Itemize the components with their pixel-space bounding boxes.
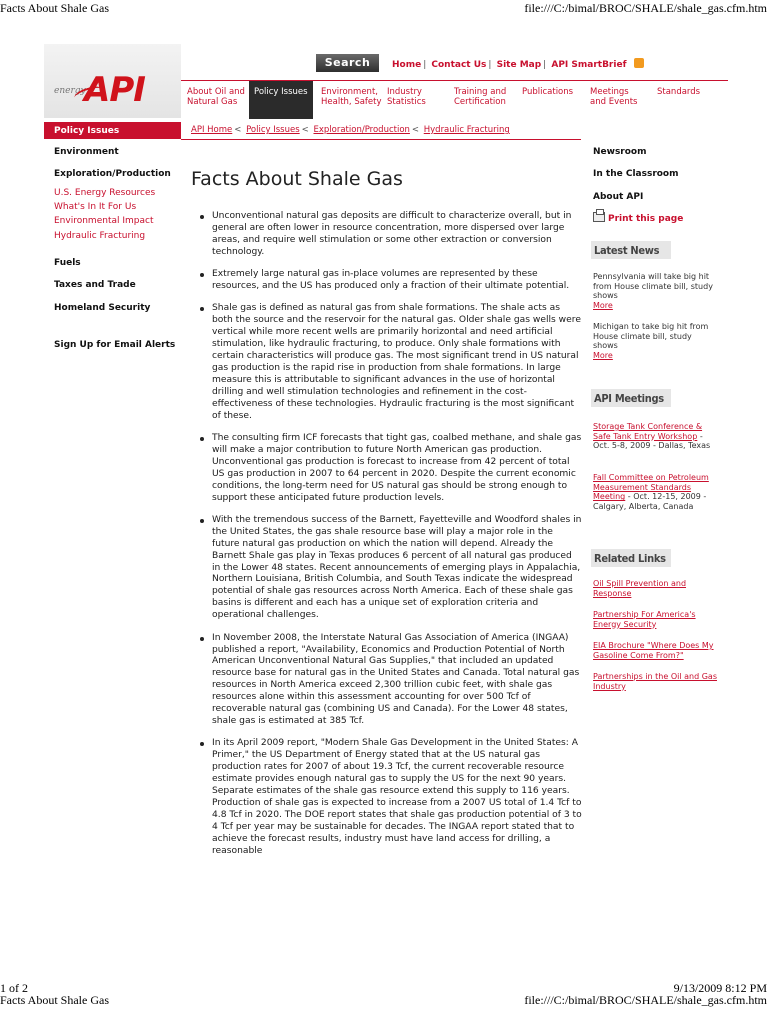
home-link[interactable]: Home	[392, 60, 422, 70]
api-logo[interactable]	[44, 44, 181, 118]
list-item: The consulting firm ICF forecasts that tight gas, coalbed methane, and shale gas will make a major contribution to future North American gas production. Unconventional gas production is forecast to increase from 42 percent of total US gas production in 2007 to 64 percent in 2020. Despite the current economic conditions, the long-term need for US natural gas should be strong enough to support these anticipated future production levels.	[212, 433, 582, 504]
facts-list	[212, 211, 582, 868]
sidebar-item-hydraulic-fracturing[interactable]: Hydraulic Fracturing	[54, 231, 146, 241]
printer-icon	[593, 212, 605, 222]
page-title: Facts About Shale Gas	[191, 168, 403, 190]
breadcrumb-hydraulic-fracturing[interactable]: Hydraulic Fracturing	[423, 125, 510, 135]
print-header-title: Facts About Shale Gas	[0, 1, 109, 15]
email-alerts-link[interactable]: Sign Up for Email Alerts	[54, 340, 176, 350]
about-api-link[interactable]: About API	[593, 192, 644, 202]
related-link[interactable]: EIA Brochure "Where Does My Gasoline Come From?"	[593, 641, 714, 660]
breadcrumb-policy-issues[interactable]: Policy Issues	[246, 125, 300, 135]
nav-standards[interactable]: Standards	[657, 87, 701, 97]
meeting-link[interactable]: Fall Committee on Petroleum Measurement Standards Meeting	[593, 473, 709, 502]
main-nav	[181, 80, 728, 118]
news-item: Pennsylvania will take big hit from House climate bill, study shows More	[593, 272, 718, 310]
sidebar-item-taxes-trade[interactable]: Taxes and Trade	[54, 280, 136, 290]
rss-icon[interactable]	[634, 58, 644, 68]
logo-energy-text: energy	[54, 86, 86, 96]
list-item: Shale gas is defined as natural gas from shale formations. The shale acts as both the source and the reservoir for the natural gas. Older shale gas wells were vertical while more recent wells are primarily horizontal and need artificial stimulation, like hydraulic fracturing, to produce. Only shale formations with certain characteristics will produce gas. The most significant trend in US natural gas production is the rapid rise in production from shale formations. In large measure this is attributable to significant advances in the use of horizontal drilling and well stimulation technologies and refinement in the cost-effectiveness of these technologies. Hydraulic fracturing is the most significant of these.	[212, 303, 582, 422]
nav-policy-issues[interactable]: Policy Issues	[249, 81, 313, 119]
nav-meetings[interactable]: Meetings and Events	[590, 87, 638, 107]
news-more-link[interactable]: More	[593, 300, 613, 310]
related-links-heading: Related Links	[591, 549, 671, 567]
classroom-link[interactable]: In the Classroom	[593, 169, 679, 179]
sidebar-item-whats-in-it[interactable]: What's In It For Us	[54, 202, 137, 212]
related-link-item	[593, 672, 718, 691]
bullet-icon	[200, 519, 204, 523]
breadcrumb-divider	[181, 139, 581, 140]
sidebar-item-environment[interactable]: Environment	[54, 147, 119, 157]
print-footer	[0, 981, 768, 1021]
print-header	[0, 1, 768, 17]
sidebar-item-energy-resources[interactable]: U.S. Energy Resources	[54, 188, 156, 198]
top-links: Home | Contact Us | Site Map | API SmartBrief	[392, 58, 644, 70]
sidebar-item-exploration[interactable]: Exploration/Production	[54, 169, 171, 179]
bullet-icon	[200, 437, 204, 441]
list-item: In its April 2009 report, "Modern Shale Gas Development in the United States: A Primer," the US Department of Energy stated that at the US natural gas production rates for 2007 of about 19.3 Tcf, the current recoverable resource estimate provides enough natural gas to supply the US for the next 90 years. Separate estimates of the shale gas resource extend this supply to 116 years. Production of shale gas is expected to increase from a 2007 US total of 1.4 Tcf to 4.8 Tcf in 2020. The DOE report states that shale gas production potential of 3 to 4 Tcf per year may be sustainable for decades. The INGAA report stated that to achieve the forecast results, industry must have land access for drilling, a reasonable	[212, 738, 582, 857]
list-item: In November 2008, the Interstate Natural Gas Association of America (INGAA) published a report, "Availability, Economics and Production Potential of North American Unconventional Natural Gas Supplies," that included an updated resource base for natural gas in the United States and Canada. Total natural gas resources in North America exceed 2,300 trillion cubic feet, with shale gas resources alone within this assessment accounting for over 500 Tcf of recoverable natural gas (combining US and Canada). For the Lower 48 states, shale gas is estimated at 385 Tcf.	[212, 633, 582, 728]
related-link[interactable]: Partnerships in the Oil and Gas Industry	[593, 672, 717, 691]
print-header-url: file:///C:/bimal/BROC/SHALE/shale_gas.cfm.htm	[524, 1, 767, 15]
sidebar-item-environmental-impact[interactable]: Environmental Impact	[54, 216, 154, 226]
nav-training[interactable]: Training and Certification	[454, 87, 507, 107]
logo-api-text: API	[84, 70, 145, 110]
news-more-link[interactable]: More	[593, 350, 613, 360]
meeting-item: Storage Tank Conference & Safe Tank Entry Workshop - Oct. 5-8, 2009 - Dallas, Texas	[593, 422, 711, 451]
sidebar-item-fuels[interactable]: Fuels	[54, 258, 81, 268]
latest-news-heading: Latest News	[591, 241, 671, 259]
breadcrumb: API Home < Policy Issues < Exploration/Production < Hydraulic Fracturing	[191, 125, 510, 135]
list-item: Extremely large natural gas in-place volumes are represented by these resources, and the US has produced only a fraction of their ultimate potential.	[212, 269, 582, 293]
related-link-item	[593, 641, 718, 660]
list-item: Unconventional natural gas deposits are difficult to characterize overall, but in general are often lower in resource concentration, more dispersed over large areas, and require well stimulation or some other extraction or conversion technology.	[212, 211, 582, 259]
bullet-icon	[200, 273, 204, 277]
print-footer-url: file:///C:/bimal/BROC/SHALE/shale_gas.cfm.htm	[524, 993, 767, 1007]
sidebar-item-homeland-security[interactable]: Homeland Security	[54, 303, 151, 313]
related-link-item	[593, 610, 718, 629]
smartbrief-link[interactable]: API SmartBrief	[551, 60, 627, 70]
meeting-item: Fall Committee on Petroleum Measurement Standards Meeting - Oct. 12-15, 2009 - Calgary, Alberta, Canada	[593, 473, 709, 511]
related-link[interactable]: Partnership For America's Energy Security	[593, 610, 696, 629]
page-count: 1 of 2	[0, 981, 28, 995]
breadcrumb-exploration[interactable]: Exploration/Production	[313, 125, 410, 135]
bullet-icon	[200, 637, 204, 641]
bullet-icon	[200, 742, 204, 746]
contact-us-link[interactable]: Contact Us	[431, 60, 487, 70]
nav-industry-statistics[interactable]: Industry Statistics	[387, 87, 426, 107]
api-page	[44, 44, 728, 980]
print-datetime: 9/13/2009 8:12 PM	[673, 981, 767, 995]
bullet-icon	[200, 215, 204, 219]
bullet-icon	[200, 307, 204, 311]
related-link-item	[593, 579, 718, 598]
news-item: Michigan to take big hit from House climate bill, study shows More	[593, 322, 718, 360]
meeting-link[interactable]: Storage Tank Conference & Safe Tank Entry Workshop	[593, 422, 703, 441]
sidebar-heading[interactable]: Policy Issues	[44, 122, 181, 139]
site-map-link[interactable]: Site Map	[496, 60, 542, 70]
related-link[interactable]: Oil Spill Prevention and Response	[593, 579, 687, 598]
print-footer-title: Facts About Shale Gas	[0, 993, 109, 1007]
breadcrumb-api-home[interactable]: API Home	[191, 125, 233, 135]
search-button[interactable]: Search	[316, 54, 379, 72]
newsroom-link[interactable]: Newsroom	[593, 147, 647, 157]
list-item: With the tremendous success of the Barnett, Fayetteville and Woodford shales in the United States, the gas shale resource base will play a major role in the future natural gas production on which the nation will depend. Already the Barnett Shale gas play in Texas produces 6 percent of all natural gas produced in the Lower 48 states. Recent announcements of emerging plays in Appalachia, Northern Louisiana, British Columbia, and South Texas indicate the widespread potential of shale gas resources across North America. Each of these shale gas basins is different and each has a unique set of exploration criteria and operational challenges.	[212, 515, 582, 622]
nav-publications[interactable]: Publications	[522, 87, 574, 97]
print-page-button[interactable]: Print this page	[593, 212, 683, 224]
api-meetings-heading: API Meetings	[591, 389, 671, 407]
nav-about-oil-gas[interactable]: About Oil and Natural Gas	[187, 87, 245, 107]
nav-environment[interactable]: Environment, Health, Safety	[321, 87, 382, 107]
